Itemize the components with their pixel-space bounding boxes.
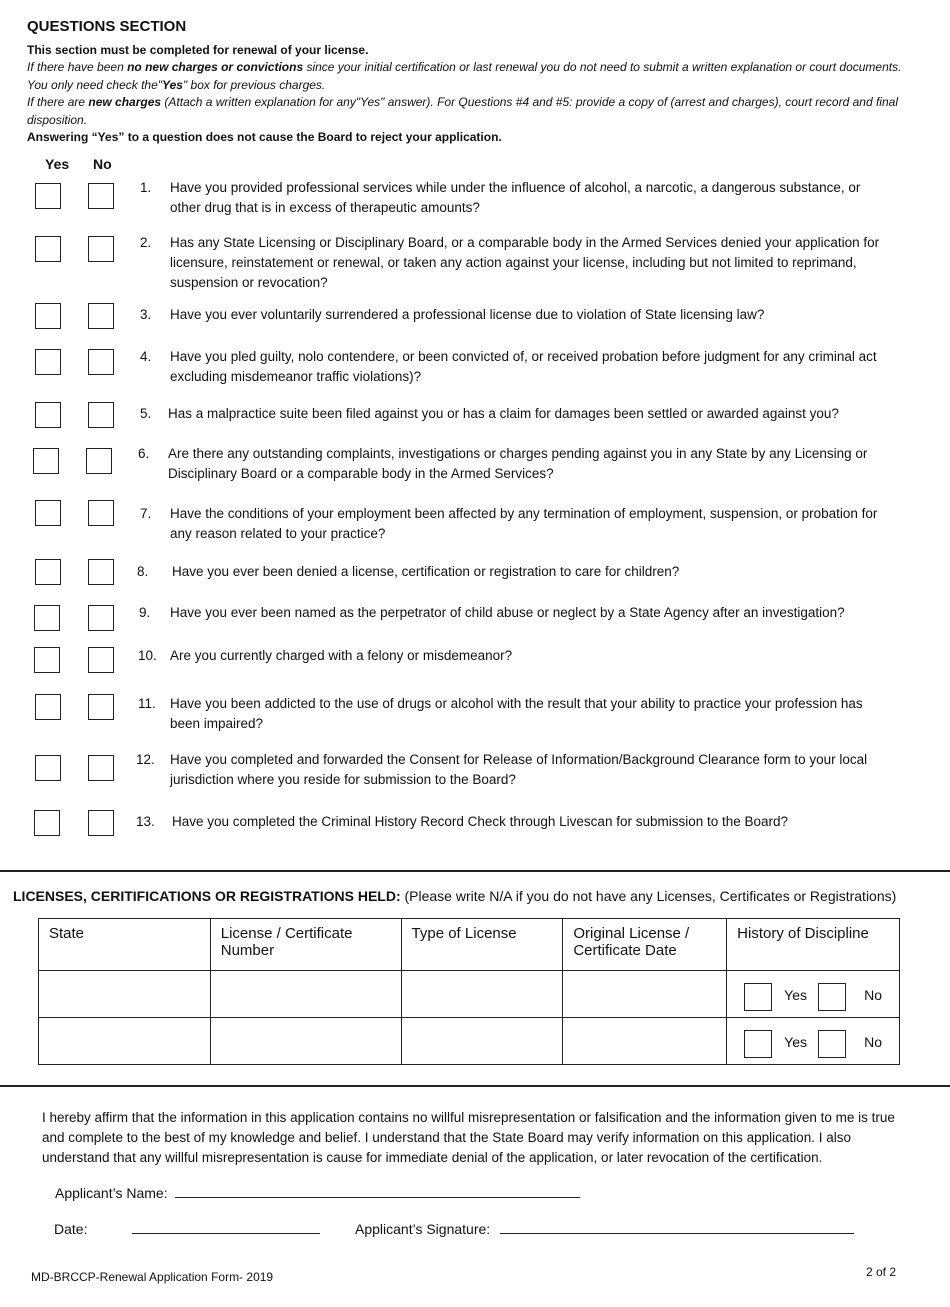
q5-no-checkbox[interactable] bbox=[88, 402, 114, 428]
q2-text: Has any State Licensing or Disciplinary Board, or a comparable body in the Armed Services denied your application for licensure, reinstatement or renewal, or taken any action against your license, including but not limited to reprimand, suspension or revocation? bbox=[170, 235, 880, 290]
q11-no-checkbox[interactable] bbox=[88, 694, 114, 720]
q3-yes-checkbox[interactable] bbox=[35, 303, 61, 329]
discipline-no-checkbox[interactable] bbox=[818, 983, 846, 1011]
discipline-yes-label: Yes bbox=[784, 1034, 807, 1050]
q7-text: Have the conditions of your employment been affected by any termination of employment, suspension, or probation for any reason related to your practice? bbox=[170, 506, 878, 541]
q7-number: 7. bbox=[140, 506, 152, 521]
q9-yes-checkbox[interactable] bbox=[34, 605, 60, 631]
instruction-new-charges: If there are new charges (Attach a written explanation for any"Yes" answer). For Questions #4 and #5: provide a copy of (arrest and charges), court record and final disposition. bbox=[27, 95, 898, 127]
q9-text: Have you ever been named as the perpetrator of child abuse or neglect by a State Agency after an investigation? bbox=[170, 605, 845, 620]
q1-yes-checkbox[interactable] bbox=[35, 183, 61, 209]
q6-text: Are there any outstanding complaints, investigations or charges pending against you in any State by any Licensing or Disciplinary Board or a comparable body in the Armed Services? bbox=[168, 446, 868, 481]
discipline-cell bbox=[727, 971, 900, 1018]
discipline-options bbox=[727, 971, 899, 1017]
original-date-cell[interactable] bbox=[563, 1018, 727, 1065]
col-state: State bbox=[39, 919, 211, 971]
no-column-header: No bbox=[93, 156, 112, 172]
state-cell[interactable] bbox=[39, 1018, 211, 1065]
signature-label: Applicant’s Signature: bbox=[355, 1221, 491, 1237]
col-history-discipline: History of Discipline bbox=[727, 919, 900, 971]
q7-no-checkbox[interactable] bbox=[88, 500, 114, 526]
q5-text: Has a malpractice suite been filed against you or has a claim for damages been settled or awarded against you? bbox=[168, 406, 839, 421]
q6-no-checkbox[interactable] bbox=[86, 448, 112, 474]
applicant-name-label: Applicant’s Name: bbox=[55, 1185, 168, 1201]
discipline-no-label: No bbox=[864, 1034, 883, 1050]
state-cell[interactable] bbox=[39, 971, 211, 1018]
q11-yes-checkbox[interactable] bbox=[35, 694, 61, 720]
discipline-options bbox=[727, 1018, 899, 1064]
q2-yes-checkbox[interactable] bbox=[35, 236, 61, 262]
q12-no-checkbox[interactable] bbox=[88, 755, 114, 781]
q13-yes-checkbox[interactable] bbox=[34, 810, 60, 836]
q8-number: 8. bbox=[137, 564, 149, 579]
q2-no-checkbox[interactable] bbox=[88, 236, 114, 262]
license-type-cell[interactable] bbox=[401, 1018, 563, 1065]
q10-text: Are you currently charged with a felony or misdemeanor? bbox=[170, 648, 513, 663]
q10-no-checkbox[interactable] bbox=[88, 647, 114, 673]
form-id: MD-BRCCP-Renewal Application Form- 2019 bbox=[31, 1270, 274, 1284]
section-instructions bbox=[27, 42, 927, 146]
licenses-title: LICENSES, CERITIFICATIONS OR REGISTRATIONS HELD: (Please write N/A if you do not have any Licenses, Certificates or Registrations) bbox=[13, 888, 897, 904]
q8-yes-checkbox[interactable] bbox=[35, 559, 61, 585]
q3-text: Have you ever voluntarily surrendered a professional license due to violation of State licensing law? bbox=[170, 307, 765, 322]
q10-number: 10. bbox=[138, 648, 157, 663]
discipline-yes-checkbox[interactable] bbox=[744, 1030, 772, 1058]
instruction-answering-yes: Answering “Yes” to a question does not cause the Board to reject your application. bbox=[27, 130, 502, 145]
q13-text: Have you completed the Criminal History Record Check through Livescan for submission to the Board? bbox=[172, 814, 789, 829]
section-divider-bottom bbox=[0, 1085, 950, 1087]
licenses-table bbox=[38, 918, 900, 1065]
q12-text: Have you completed and forwarded the Consent for Release of Information/Background Clearance form to your local jurisdiction where you reside for submission to the Board? bbox=[170, 752, 868, 787]
q13-no-checkbox[interactable] bbox=[88, 810, 114, 836]
q1-number: 1. bbox=[140, 180, 152, 195]
instruction-no-new-charges: If there have been no new charges or convictions since your initial certification or last renewal you do not need to submit a written explanation or court documents. bbox=[27, 60, 902, 75]
q1-text: Have you provided professional services while under the influence of alcohol, a narcotic, a dangerous substance, or other drug that is in excess of therapeutic amounts? bbox=[170, 180, 861, 215]
table-row bbox=[39, 1018, 900, 1065]
instruction-renewal: This section must be completed for renewal of your license. bbox=[27, 43, 369, 57]
license-number-cell[interactable] bbox=[210, 1018, 401, 1065]
discipline-cell bbox=[727, 1018, 900, 1065]
q3-no-checkbox[interactable] bbox=[88, 303, 114, 329]
q11-text: Have you been addicted to the use of drugs or alcohol with the result that your ability to practice your profession has been impaired? bbox=[170, 696, 863, 731]
section-divider-top bbox=[0, 870, 950, 872]
q8-text: Have you ever been denied a license, certification or registration to care for children? bbox=[172, 564, 680, 579]
q4-number: 4. bbox=[140, 349, 152, 364]
q9-no-checkbox[interactable] bbox=[88, 605, 114, 631]
table-row bbox=[39, 971, 900, 1018]
q3-number: 3. bbox=[140, 307, 152, 322]
license-type-cell[interactable] bbox=[401, 971, 563, 1018]
q12-yes-checkbox[interactable] bbox=[35, 755, 61, 781]
q4-text: Have you pled guilty, nolo contendere, or been convicted of, or received probation before judgment for any criminal act excluding misdemeanor traffic violations)? bbox=[170, 349, 877, 384]
license-number-cell[interactable] bbox=[210, 971, 401, 1018]
section-title: QUESTIONS SECTION bbox=[27, 18, 187, 35]
q11-number: 11. bbox=[138, 696, 156, 711]
discipline-yes-label: Yes bbox=[784, 987, 807, 1003]
q9-number: 9. bbox=[139, 605, 151, 620]
q12-number: 12. bbox=[136, 752, 155, 767]
discipline-no-label: No bbox=[864, 987, 883, 1003]
date-label: Date: bbox=[54, 1221, 88, 1237]
q5-yes-checkbox[interactable] bbox=[35, 402, 61, 428]
signature-field[interactable] bbox=[500, 1233, 854, 1234]
q13-number: 13. bbox=[136, 814, 155, 829]
q10-yes-checkbox[interactable] bbox=[34, 647, 60, 673]
q5-number: 5. bbox=[140, 406, 152, 421]
discipline-no-checkbox[interactable] bbox=[818, 1030, 846, 1058]
col-license-number: License / Certificate Number bbox=[210, 919, 401, 971]
yes-column-header: Yes bbox=[45, 156, 70, 172]
applicant-name-field[interactable] bbox=[175, 1197, 580, 1198]
licenses-header-row bbox=[39, 919, 900, 971]
col-original-date: Original License / Certificate Date bbox=[563, 919, 727, 971]
original-date-cell[interactable] bbox=[563, 971, 727, 1018]
q4-yes-checkbox[interactable] bbox=[35, 349, 61, 375]
q4-no-checkbox[interactable] bbox=[88, 349, 114, 375]
q7-yes-checkbox[interactable] bbox=[35, 500, 61, 526]
q8-no-checkbox[interactable] bbox=[88, 559, 114, 585]
q2-number: 2. bbox=[140, 235, 152, 250]
col-license-type: Type of License bbox=[401, 919, 563, 971]
page-number: 2 of 2 bbox=[866, 1265, 897, 1279]
date-field[interactable] bbox=[132, 1233, 320, 1234]
q6-number: 6. bbox=[138, 446, 150, 461]
affirmation-text: I hereby affirm that the information in this application contains no willful misrepresentation or falsification and the information given to me is true and complete to the best of my knowledge and belief. I understand that the State Board may verify information on this application. I also understand that any willful misrepresentation is cause for immediate denial of the application, or later revocation of the certification. bbox=[42, 1110, 895, 1165]
instruction-previous-charges: You only need check the"Yes" box for previous charges. bbox=[27, 77, 326, 92]
q1-no-checkbox[interactable] bbox=[88, 183, 114, 209]
q6-yes-checkbox[interactable] bbox=[33, 448, 59, 474]
discipline-yes-checkbox[interactable] bbox=[744, 983, 772, 1011]
